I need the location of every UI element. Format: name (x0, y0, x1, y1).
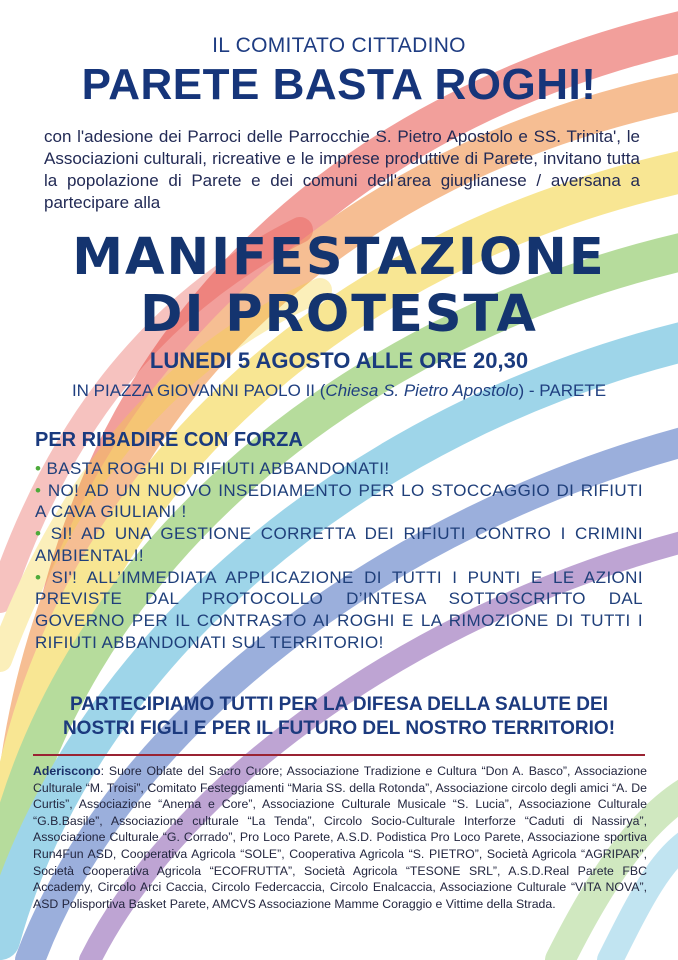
poster-title: PARETE BASTA ROGHI! (81, 60, 597, 109)
reason-text: BASTA ROGHI DI RIFIUTI ABBANDONATI! (46, 459, 390, 478)
reasons-heading: PER RIBADIRE CON FORZA (35, 429, 303, 451)
place-suffix: ) - PARETE (518, 381, 607, 400)
reason-text: SI'! ALL’IMMEDIATA APPLICAZIONE DI TUTTI I PUNTI E LE AZIONI PREVISTE DAL PROTOCOLLO D’INTESA SOTTOSCRITTO DAL GOVERNO PER IL CONTRASTO AI ROGHI E LA RIMOZIONE DI TUTTI I RIFIUTI ABBANDONATI SUL TERRITORIO! (35, 567, 643, 652)
closing-line1: PARTECIPIAMO TUTTI PER LA DIFESA DELLA SALUTE DEI (70, 694, 608, 715)
list-item (35, 567, 643, 654)
bullet-icon: • (35, 524, 42, 544)
list-item (35, 523, 643, 566)
committee-label: IL COMITATO CITTADINO (212, 34, 466, 57)
event-date: LUNEDI 5 AGOSTO ALLE ORE 20,30 (149, 348, 529, 373)
adhesions-label: Aderiscono (33, 764, 101, 778)
intro-paragraph: con l'adesione dei Parroci delle Parrocchie S. Pietro Apostolo e SS. Trinita', le Associazioni culturali, ricreative e le imprese produttive di Parete, invitano tutta la popolazione di Parete e dei comuni dell'area giuglianese / aversana a partecipare alla (44, 127, 640, 212)
bullet-icon: • (35, 480, 42, 500)
bullet-icon: • (35, 459, 42, 478)
closing-statement (0, 693, 678, 741)
bullet-icon: • (35, 567, 42, 587)
list-item (35, 480, 643, 523)
adhesions-paragraph (33, 763, 647, 912)
event-title-line2: DI PROTESTA (140, 285, 538, 344)
place-church: Chiesa S. Pietro Apostolo (325, 381, 519, 400)
adhesions-text: : Suore Oblate del Sacro Cuore; Associazione Tradizione e Cultura “Don A. Basco”, Associazione Culturale “M. Troisi”, Comitato Festeggiamenti “Maria SS. della Rotonda”, Associazione circolo degli amici “A. De Curtis”, Associazione “Anema e Core”, Associazione Culturale Musicale “S. Lucia”, Associazione Culturale “G.B.Basile”, Associazione culturale “La Tenda”, Circolo Socio-Culturale Interforze “Caduti di Nassirya”, Associazione Culturale “G. Corrado”, Pro Loco Parete, A.S.D. Podistica Pro Loco Parete, Associazione sportiva Run4Fun ASD, Cooperativa Agricola “SOLE”, Cooperativa Agricola “S. PIETRO”, Società Agricola “AGRIPAR”, Società Cooperativa Agricola “ECOFRUTTA”, Società Agricola “TESONE SRL”, A.S.D.Real Parete FBC Accademy, Circolo Arci Caccia, Circolo Federcaccia, Circolo Enalcaccia, Associazione Culturale “VITA NOVA”, ASD Polisportiva Basket Parete, AMCVS Associazione Mamme Coraggio e Vittime della Strada. (33, 764, 647, 911)
divider (33, 754, 645, 756)
reasons-list (35, 458, 643, 653)
place-prefix: IN PIAZZA GIOVANNI PAOLO II ( (71, 381, 326, 400)
event-place (0, 381, 678, 401)
list-item (35, 458, 643, 480)
event-title-line1: MANIFESTAZIONE (72, 228, 606, 287)
reason-text: SI! AD UNA GESTIONE CORRETTA DEI RIFIUTI CONTRO I CRIMINI AMBIENTALI! (35, 524, 644, 565)
reason-text: NO! AD UN NUOVO INSEDIAMENTO PER LO STOCCAGGIO DI RIFIUTI A CAVA GIULIANI ! (35, 480, 643, 522)
closing-line2: NOSTRI FIGLI E PER IL FUTURO DEL NOSTRO TERRITORIO! (62, 718, 616, 739)
